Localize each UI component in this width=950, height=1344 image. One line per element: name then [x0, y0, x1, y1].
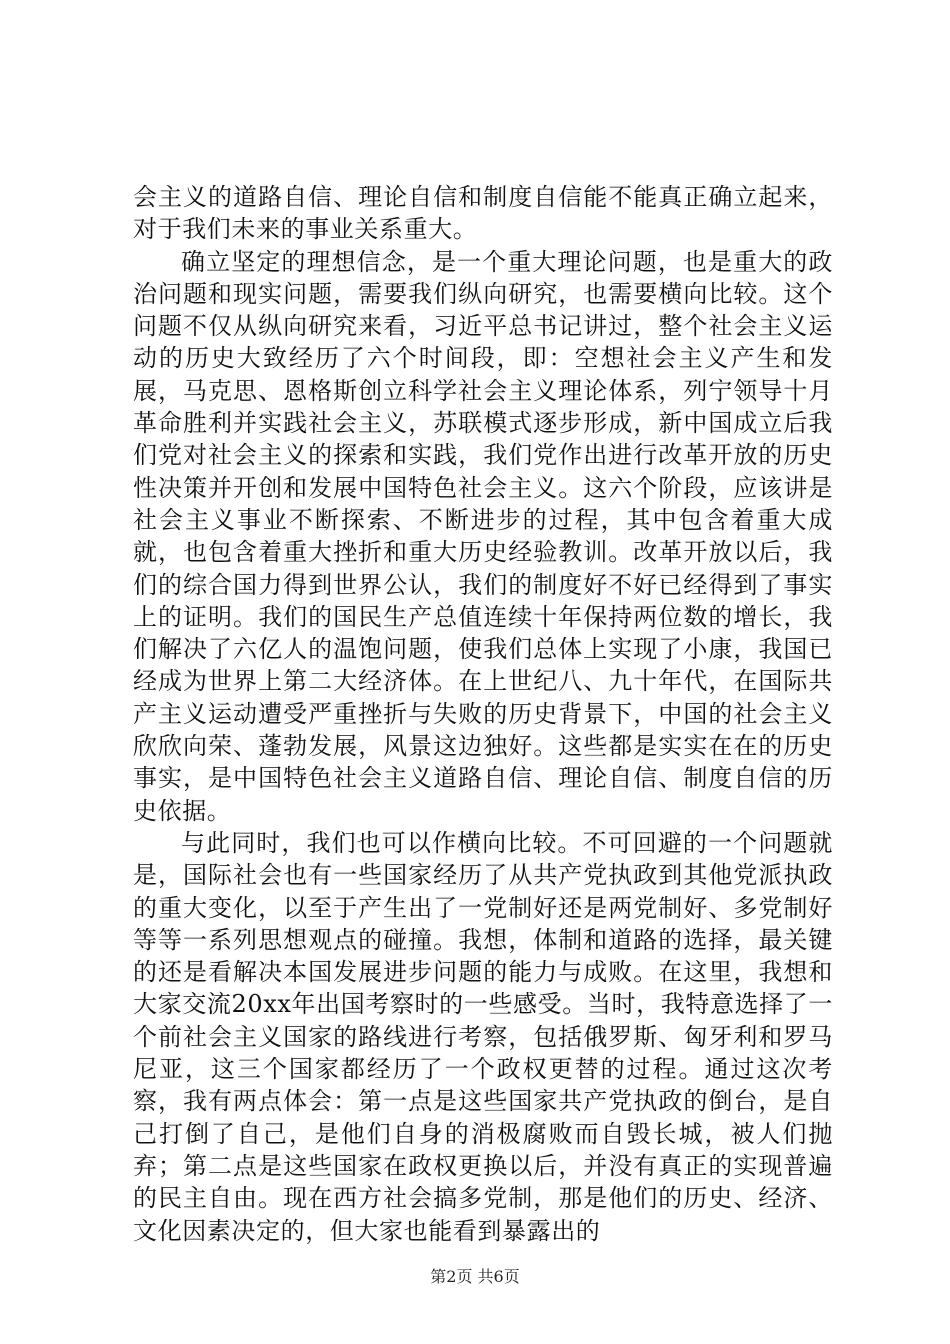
body-text — [133, 181, 833, 1247]
paragraph-3: 与此同时，我们也可以作横向比较。不可回避的一个问题就是，国际社会也有一些国家经历了从共产党执政到其他党派执政的重大变化，以至于产生出了一党制好还是两党制好、多党制好等等一系列思想观点的碰撞。我想，体制和道路的选择，最关键的还是看解决本国发展进步问题的能力与成败。在这里，我想和大家交流20xx年出国考察时的一些感受。当时，我特意选择了一个前社会主义国家的路线进行考察，包括俄罗斯、匈牙利和罗马尼亚，这三个国家都经历了一个政权更替的过程。通过这次考察，我有两点体会：第一点是这些国家共产党执政的倒台，是自己打倒了自己，是他们自身的消极腐败而自毁长城，被人们抛弃；第二点是这些国家在政权更换以后，并没有真正的实现普遍的民主自由。现在西方社会搞多党制，那是他们的历史、经济、文化因素决定的，但大家也能看到暴露出的 — [133, 828, 833, 1245]
paragraph-1: 会主义的道路自信、理论自信和制度自信能不能真正确立起来，对于我们未来的事业关系重大。 — [133, 183, 833, 244]
page-footer: 第2页 共6页 — [430, 1267, 520, 1286]
paragraph-2: 确立坚定的理想信念，是一个重大理论问题，也是重大的政治问题和现实问题，需要我们纵向研究，也需要横向比较。这个问题不仅从纵向研究来看，习近平总书记讲过，整个社会主义运动的历史大致经历了六个时间段，即：空想社会主义产生和发展，马克思、恩格斯创立科学社会主义理论体系，列宁领导十月革命胜利并实践社会主义，苏联模式逐步形成，新中国成立后我们党对社会主义的探索和实践，我们党作出进行改革开放的历史性决策并开创和发展中国特色社会主义。这六个阶段，应该讲是社会主义事业不断探索、不断进步的过程，其中包含着重大成就，也包含着重大挫折和重大历史经验教训。改革开放以后，我们的综合国力得到世界公认，我们的制度好不好已经得到了事实上的证明。我们的国民生产总值连续十年保持两位数的增长，我们解决了六亿人的温饱问题，使我们总体上实现了小康，我国已经成为世界上第二大经济体。在上世纪八、九十年代，在国际共产主义运动遭受严重挫折与失败的历史背景下，中国的社会主义欣欣向荣、蓬勃发展，风景这边独好。这些都是实实在在的历史事实，是中国特色社会主义道路自信、理论自信、制度自信的历史依据。 — [133, 247, 833, 825]
